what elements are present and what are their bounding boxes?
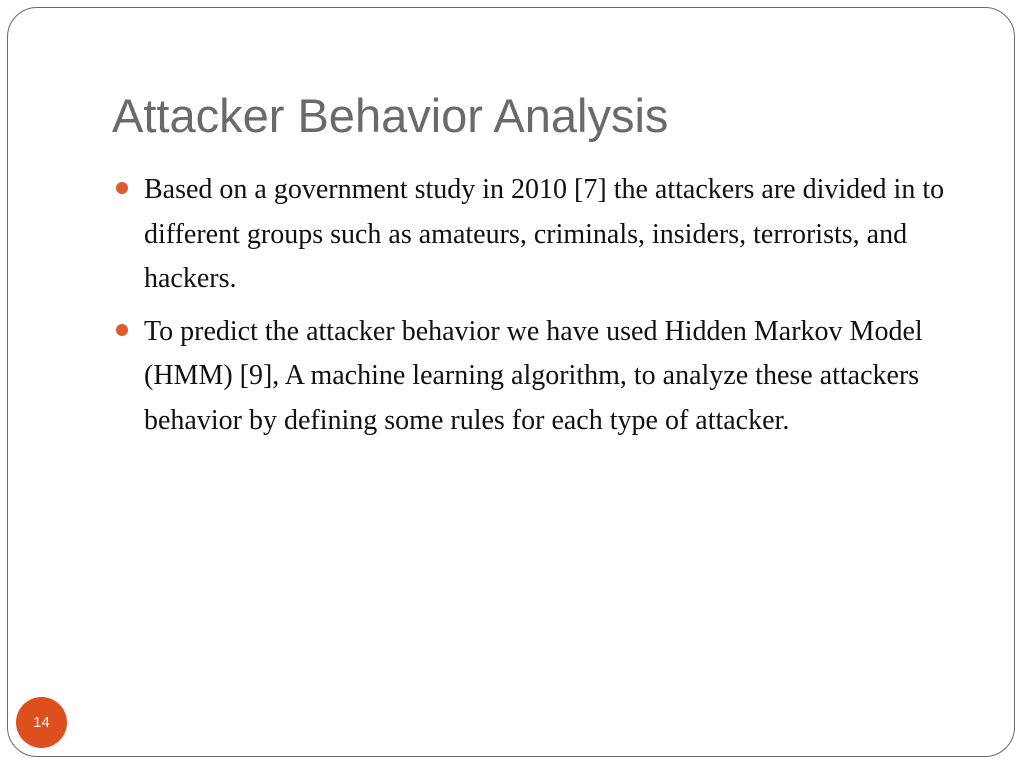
bullet-dot-icon [116, 324, 128, 336]
bullet-item [116, 168, 966, 302]
bullet-dot-icon [116, 182, 128, 194]
bullet-text: To predict the attacker behavior we have used Hidden Markov Model (HMM) [9], A machine learning algorithm, to analyze these attackers behavior by defining some rules for each type of attacker. [144, 315, 923, 436]
bullet-text: Based on a government study in 2010 [7] the attackers are divided in to different groups such as amateurs, criminals, insiders, terrorists, and hackers. [144, 174, 945, 294]
slide-title: Attacker Behavior Analysis [112, 89, 669, 142]
bullet-item [116, 310, 966, 444]
bullet-list [116, 168, 966, 451]
page-number-badge: 14 [16, 697, 67, 748]
